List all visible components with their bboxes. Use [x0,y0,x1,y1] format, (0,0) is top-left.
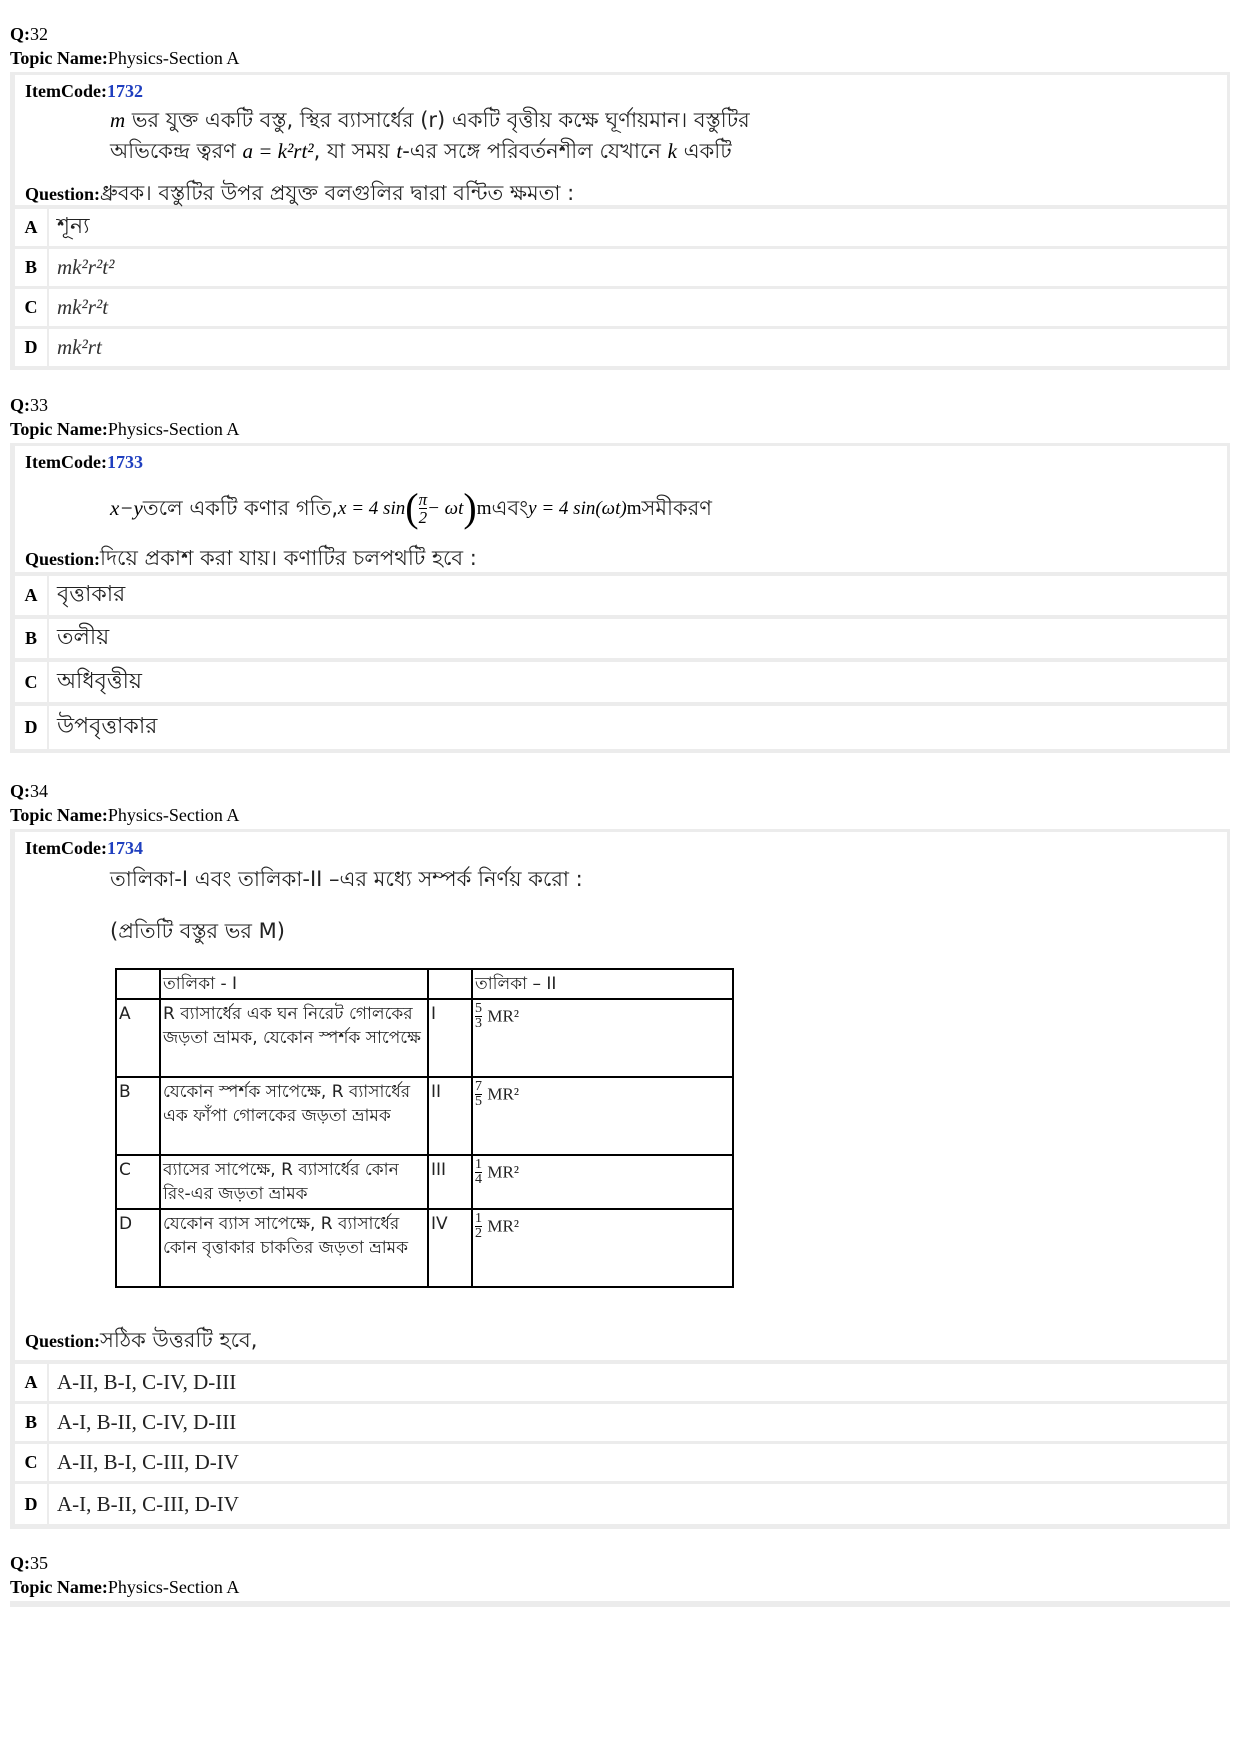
row-description: ব্যাসের সাপেক্ষে, R ব্যাসার্ধের কোন রিং-এর জড়তা ভ্রামক [160,1155,428,1209]
table-row [116,1155,733,1209]
option-text: mk²r²t [57,295,109,319]
option-row[interactable] [15,576,1227,615]
option-row[interactable] [15,289,1227,326]
option-text: A-I, B-II, C-III, D-IV [57,1491,239,1516]
question-box [10,443,1230,753]
row-value: $\frac{1}{2}$ MR² [472,1209,733,1287]
option-letter: C [15,662,49,702]
stem-line: তালিকা-I এবং তালিকা-II –এর মধ্যে সম্পর্ক নির্ণয় করো : [110,867,583,891]
header-list-1: তালিকা - I [160,969,428,999]
option-row[interactable] [15,1484,1227,1524]
question-stem [15,832,1227,1360]
row-letter: A [116,999,160,1077]
option-text: mk²rt [57,335,102,359]
matching-table [115,968,734,1288]
option-text: A-II, B-I, C-IV, D-III [57,1370,237,1394]
row-description: যেকোন ব্যাস সাপেক্ষে, R ব্যাসার্ধের কোন বৃত্তাকার চাকতির জড়তা ভ্রামক [160,1209,428,1287]
option-letter: D [15,329,49,366]
stem-line: x−y তলে একটি কণার গতি, x = 4 sin ( $\frac{\pi}{2}$ − ωt ) m এবং y = 4 sin(ωt) m সমীকরণ [110,485,712,530]
option-row[interactable] [15,329,1227,366]
question-box [10,1601,1230,1607]
item-code: ItemCode:1732 [25,81,143,101]
question-label: Question:ধ্রুবক। বস্তুটির উপর প্রযুক্ত বলগুলির দ্বারা বন্টিত ক্ষমতা : [25,181,575,205]
row-letter: D [116,1209,160,1287]
row-description: যেকোন স্পর্শক সাপেক্ষে, R ব্যাসার্ধের এক ফাঁপা গোলকের জড়তা ভ্রামক [160,1077,428,1155]
question-number: Q:33 [10,395,48,415]
option-text: A-I, B-II, C-IV, D-III [57,1410,237,1434]
question-number: Q:34 [10,781,48,801]
stem-line: (প্রতিটি বস্তুর ভর M) [110,919,285,943]
question-label: Question:দিয়ে প্রকাশ করা যায়। কণাটির চলপথটি হবে : [25,546,477,570]
row-numeral: IV [428,1209,472,1287]
row-value: $\frac{7}{5}$ MR² [472,1077,733,1155]
option-letter: C [15,289,49,326]
option-letter: C [15,1444,49,1481]
header-list-2: তালিকা – II [472,969,733,999]
option-text: শূন্য [57,214,90,239]
item-code: ItemCode:1734 [25,838,143,858]
table-row [116,999,733,1077]
option-letter: D [15,1484,49,1524]
option-letter: B [15,1404,49,1441]
row-value: $\frac{5}{3}$ MR² [472,999,733,1077]
item-code: ItemCode:1733 [25,452,143,472]
table-row [116,1077,733,1155]
row-numeral: II [428,1077,472,1155]
row-letter: C [116,1155,160,1209]
option-row[interactable] [15,619,1227,658]
option-row[interactable] [15,1444,1227,1481]
option-row[interactable] [15,249,1227,286]
option-row[interactable] [15,209,1227,246]
option-letter: B [15,619,49,658]
question-stem [15,75,1227,205]
question-stem [15,446,1227,572]
topic-name: Topic Name:Physics-Section A [10,48,240,68]
option-text: বৃত্তাকার [57,582,126,607]
option-letter: B [15,249,49,286]
option-text: তলীয় [57,625,110,650]
option-row[interactable] [15,1364,1227,1401]
question-number: Q:32 [10,24,48,44]
option-text: mk²r²t² [57,255,115,279]
topic-name: Topic Name:Physics-Section A [10,1577,240,1597]
question-box [10,829,1230,1529]
option-text: উপবৃত্তাকার [57,714,158,739]
option-text: A-II, B-I, C-III, D-IV [57,1450,239,1474]
stem-line: m ভর যুক্ত একটি বস্তু, স্থির ব্যাসার্ধের (r) একটি বৃত্তীয় কক্ষে ঘূর্ণায়মান। বস্তুটির [110,108,750,132]
table-header-row [116,969,733,999]
topic-name: Topic Name:Physics-Section A [10,805,240,825]
question-number: Q:35 [10,1553,48,1573]
option-row[interactable] [15,1404,1227,1441]
row-numeral: I [428,999,472,1077]
option-letter: A [15,1364,49,1401]
row-value: $\frac{1}{4}$ MR² [472,1155,733,1209]
option-letter: A [15,209,49,246]
question-label: Question:সঠিক উত্তরটি হবে, [25,1328,258,1352]
option-letter: D [15,706,49,749]
stem-line: অভিকেন্দ্র ত্বরণ a = k²rt², যা সময় t-এর সঙ্গে পরিবর্তনশীল যেখানে k একটি [110,139,732,163]
row-description: R ব্যাসার্ধের এক ঘন নিরেট গোলকের জড়তা ভ্রামক, যেকোন স্পর্শক সাপেক্ষে [160,999,428,1077]
topic-name: Topic Name:Physics-Section A [10,419,240,439]
option-text: অধিবৃত্তীয় [57,668,142,694]
option-letter: A [15,576,49,615]
row-letter: B [116,1077,160,1155]
question-box [10,72,1230,370]
option-row[interactable] [15,662,1227,702]
table-row [116,1209,733,1287]
option-row[interactable] [15,706,1227,749]
row-numeral: III [428,1155,472,1209]
